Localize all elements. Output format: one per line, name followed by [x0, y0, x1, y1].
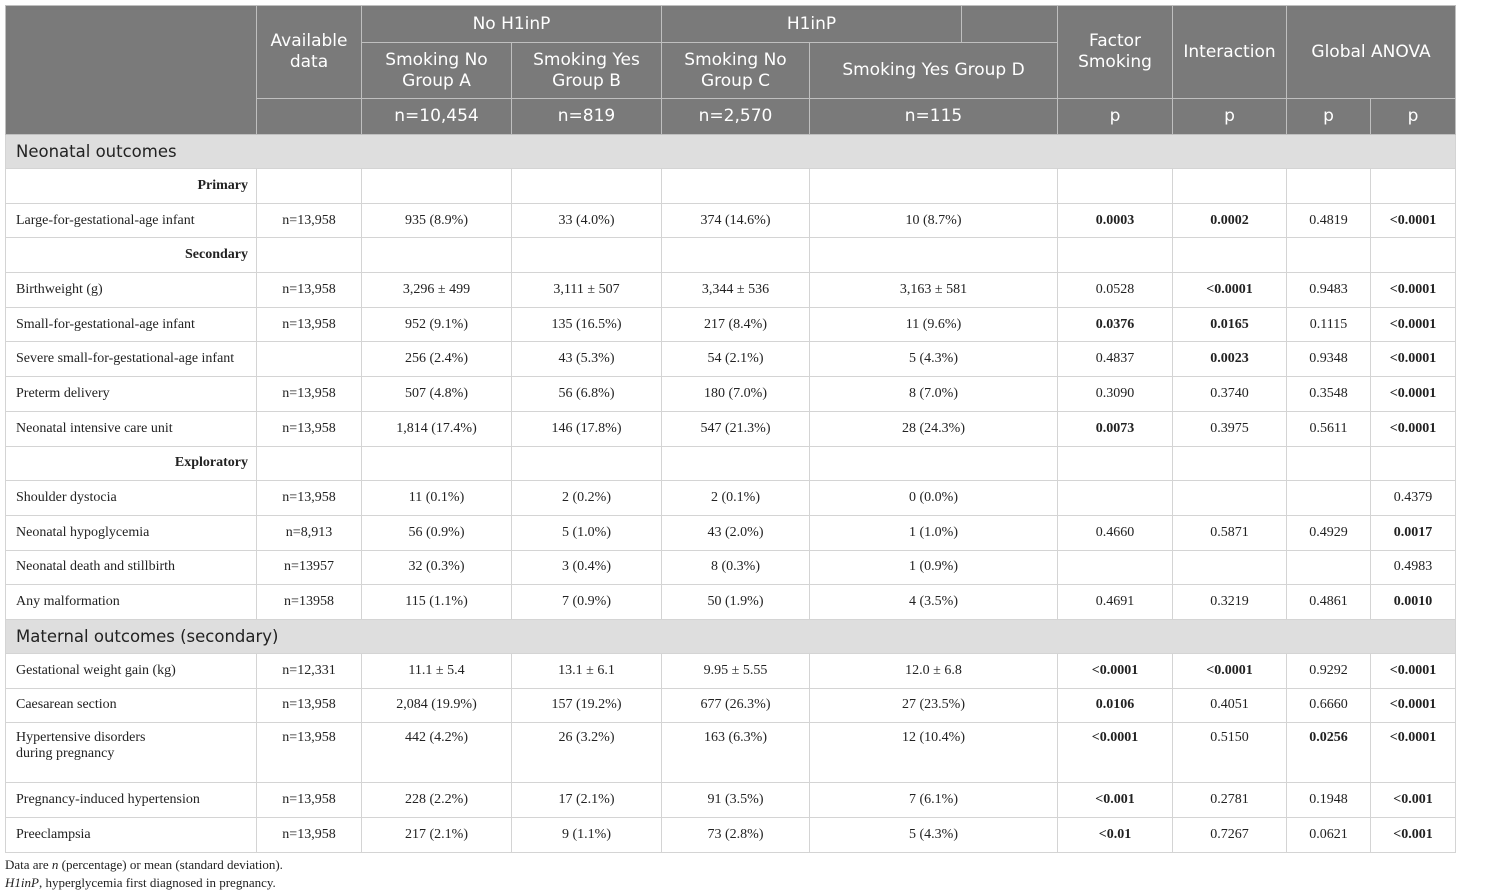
- table-row: [6, 203, 1456, 238]
- factor-h1inp-p-cell: <0.0001: [1058, 723, 1173, 783]
- subsection-row: [6, 238, 1456, 273]
- row-label: Pregnancy-induced hypertension: [6, 783, 257, 818]
- factor-h1inp-p-cell: 0.0376: [1058, 307, 1173, 342]
- footnote-text: , hyperglycemia first diagnosed in pregnancy.: [38, 875, 276, 890]
- global-anova-p-cell: <0.001: [1371, 783, 1456, 818]
- factor-smoking-p-cell: 0.3219: [1173, 585, 1287, 620]
- interaction-p-cell: 0.9348: [1287, 342, 1371, 377]
- header-p: p: [1287, 99, 1371, 135]
- interaction-p-cell: 0.5611: [1287, 411, 1371, 446]
- empty-cell: [810, 169, 1058, 204]
- group-c-cell: 54 (2.1%): [662, 342, 810, 377]
- footnote-n: n: [51, 857, 59, 872]
- global-anova-p-cell: <0.0001: [1371, 342, 1456, 377]
- interaction-p-cell: 0.4819: [1287, 203, 1371, 238]
- global-anova-p-cell: <0.001: [1371, 818, 1456, 853]
- interaction-p-cell: 0.4929: [1287, 515, 1371, 550]
- footnote-abbr: H1inP: [5, 875, 39, 890]
- interaction-p-cell: 0.4861: [1287, 585, 1371, 620]
- available-data-cell: n=13,958: [257, 203, 362, 238]
- group-d-cell: 12.0 ± 6.8: [810, 653, 1058, 688]
- group-a-cell: 507 (4.8%): [362, 377, 512, 412]
- row-label: Birthweight (g): [6, 273, 257, 308]
- group-d-cell: 5 (4.3%): [810, 818, 1058, 853]
- row-label: Gestational weight gain (kg): [6, 653, 257, 688]
- table-row: [6, 273, 1456, 308]
- interaction-p-cell: 0.0256: [1287, 723, 1371, 783]
- factor-h1inp-p-cell: 0.0073: [1058, 411, 1173, 446]
- empty-cell: [1173, 446, 1287, 481]
- group-c-cell: 73 (2.8%): [662, 818, 810, 853]
- available-data-cell: n=13958: [257, 585, 362, 620]
- factor-smoking-p-cell: [1173, 550, 1287, 585]
- header-available-data: Available data: [257, 6, 362, 99]
- group-c-cell: 547 (21.3%): [662, 411, 810, 446]
- global-anova-p-cell: 0.0010: [1371, 585, 1456, 620]
- factor-smoking-p-cell: 0.0165: [1173, 307, 1287, 342]
- group-c-cell: 9.95 ± 5.55: [662, 653, 810, 688]
- group-d-cell: 3,163 ± 581: [810, 273, 1058, 308]
- factor-h1inp-p-cell: 0.4660: [1058, 515, 1173, 550]
- available-data-cell: [257, 342, 362, 377]
- table-row: [6, 377, 1456, 412]
- factor-smoking-p-cell: 0.3975: [1173, 411, 1287, 446]
- group-b-cell: 43 (5.3%): [512, 342, 662, 377]
- available-data-cell: n=13,958: [257, 481, 362, 516]
- group-c-cell: 43 (2.0%): [662, 515, 810, 550]
- interaction-p-cell: 0.9483: [1287, 273, 1371, 308]
- table-row: [6, 688, 1456, 723]
- group-b-cell: 9 (1.1%): [512, 818, 662, 853]
- section-header-row: [6, 619, 1456, 653]
- subsection-row: [6, 446, 1456, 481]
- group-a-cell: 56 (0.9%): [362, 515, 512, 550]
- factor-smoking-p-cell: 0.7267: [1173, 818, 1287, 853]
- table-row: [6, 342, 1456, 377]
- empty-cell: [1287, 446, 1371, 481]
- header-blank-cell: [257, 99, 362, 135]
- empty-cell: [1287, 238, 1371, 273]
- table-row: [6, 481, 1456, 516]
- group-c-cell: 50 (1.9%): [662, 585, 810, 620]
- interaction-p-cell: 0.6660: [1287, 688, 1371, 723]
- available-data-cell: n=12,331: [257, 653, 362, 688]
- row-label: Large-for-gestational-age infant: [6, 203, 257, 238]
- group-d-cell: 1 (0.9%): [810, 550, 1058, 585]
- global-anova-p-cell: <0.0001: [1371, 203, 1456, 238]
- header-n-a: n=10,454: [362, 99, 512, 135]
- header-p: p: [1371, 99, 1456, 135]
- interaction-p-cell: 0.0621: [1287, 818, 1371, 853]
- available-data-cell: n=13,958: [257, 411, 362, 446]
- group-b-cell: 7 (0.9%): [512, 585, 662, 620]
- group-a-cell: 2,084 (19.9%): [362, 688, 512, 723]
- group-b-cell: 26 (3.2%): [512, 723, 662, 783]
- empty-cell: [512, 446, 662, 481]
- group-b-cell: 146 (17.8%): [512, 411, 662, 446]
- available-data-cell: n=13957: [257, 550, 362, 585]
- empty-cell: [810, 238, 1058, 273]
- available-data-cell: n=13,958: [257, 818, 362, 853]
- factor-h1inp-p-cell: <0.0001: [1058, 653, 1173, 688]
- empty-cell: [362, 446, 512, 481]
- empty-cell: [362, 169, 512, 204]
- group-a-cell: 11 (0.1%): [362, 481, 512, 516]
- group-b-cell: 3,111 ± 507: [512, 273, 662, 308]
- row-label: Small-for-gestational-age infant: [6, 307, 257, 342]
- available-data-cell: n=13,958: [257, 307, 362, 342]
- available-data-cell: n=13,958: [257, 688, 362, 723]
- global-anova-p-cell: <0.0001: [1371, 653, 1456, 688]
- empty-cell: [1058, 169, 1173, 204]
- results-table-container: [5, 5, 1512, 853]
- group-c-cell: 217 (8.4%): [662, 307, 810, 342]
- empty-cell: [1371, 238, 1456, 273]
- factor-smoking-p-cell: 0.0002: [1173, 203, 1287, 238]
- section-header-row: [6, 135, 1456, 169]
- empty-cell: [810, 446, 1058, 481]
- empty-cell: [1371, 169, 1456, 204]
- table-header: Available data No H1inP H1inP Factor Smoking Interaction Global ANOVA Smoking No Group A Smoking Yes Group B Smoking No Group C Smoking Yes Group D Factor H1inP n=10,454 n=819 n=2,570 n=115 p p p p: [6, 6, 1456, 135]
- table-row: [6, 723, 1456, 783]
- table-row: [6, 515, 1456, 550]
- group-c-cell: 8 (0.3%): [662, 550, 810, 585]
- footnote-data-description: [5, 857, 283, 873]
- factor-smoking-p-cell: 0.4051: [1173, 688, 1287, 723]
- factor-smoking-p-cell: 0.2781: [1173, 783, 1287, 818]
- group-d-cell: 7 (6.1%): [810, 783, 1058, 818]
- interaction-p-cell: [1287, 481, 1371, 516]
- group-a-cell: 935 (8.9%): [362, 203, 512, 238]
- group-d-cell: 12 (10.4%): [810, 723, 1058, 783]
- global-anova-p-cell: 0.0017: [1371, 515, 1456, 550]
- interaction-p-cell: 0.1948: [1287, 783, 1371, 818]
- group-d-cell: 27 (23.5%): [810, 688, 1058, 723]
- global-anova-p-cell: <0.0001: [1371, 723, 1456, 783]
- factor-h1inp-p-cell: 0.4837: [1058, 342, 1173, 377]
- empty-cell: [662, 238, 810, 273]
- header-group-d: Smoking Yes Group D: [810, 43, 1058, 99]
- factor-h1inp-p-cell: 0.4691: [1058, 585, 1173, 620]
- header-factor-smoking: Factor Smoking: [1058, 6, 1173, 99]
- available-data-cell: n=13,958: [257, 783, 362, 818]
- factor-h1inp-p-cell: <0.01: [1058, 818, 1173, 853]
- global-anova-p-cell: <0.0001: [1371, 688, 1456, 723]
- group-b-cell: 3 (0.4%): [512, 550, 662, 585]
- group-c-cell: 374 (14.6%): [662, 203, 810, 238]
- table-row: [6, 585, 1456, 620]
- group-a-cell: 11.1 ± 5.4: [362, 653, 512, 688]
- row-label: Preterm delivery: [6, 377, 257, 412]
- table-row: [6, 411, 1456, 446]
- group-b-cell: 135 (16.5%): [512, 307, 662, 342]
- factor-smoking-p-cell: [1173, 481, 1287, 516]
- table-row: [6, 818, 1456, 853]
- interaction-p-cell: 0.9292: [1287, 653, 1371, 688]
- row-label: Preeclampsia: [6, 818, 257, 853]
- row-label: Severe small-for-gestational-age infant: [6, 342, 257, 377]
- footnote-text: Data are: [5, 857, 52, 872]
- factor-smoking-p-cell: 0.5150: [1173, 723, 1287, 783]
- table-row: [6, 653, 1456, 688]
- factor-smoking-p-cell: 0.3740: [1173, 377, 1287, 412]
- header-n-b: n=819: [512, 99, 662, 135]
- row-label: Any malformation: [6, 585, 257, 620]
- available-data-cell: n=13,958: [257, 723, 362, 783]
- group-a-cell: 3,296 ± 499: [362, 273, 512, 308]
- empty-cell: [362, 238, 512, 273]
- factor-smoking-p-cell: <0.0001: [1173, 273, 1287, 308]
- global-anova-p-cell: <0.0001: [1371, 377, 1456, 412]
- group-d-cell: 4 (3.5%): [810, 585, 1058, 620]
- row-label: Neonatal intensive care unit: [6, 411, 257, 446]
- table-body: [6, 135, 1456, 853]
- group-b-cell: 33 (4.0%): [512, 203, 662, 238]
- row-label: Neonatal hypoglycemia: [6, 515, 257, 550]
- interaction-p-cell: 0.1115: [1287, 307, 1371, 342]
- global-anova-p-cell: <0.0001: [1371, 411, 1456, 446]
- header-n-c: n=2,570: [662, 99, 810, 135]
- header-blank-cell: [962, 6, 1058, 43]
- group-c-cell: 677 (26.3%): [662, 688, 810, 723]
- row-label-line: Hypertensive disorders: [16, 730, 146, 746]
- row-label-line: during pregnancy: [16, 746, 115, 762]
- row-label: Shoulder dystocia: [6, 481, 257, 516]
- header-group-c: Smoking No Group C: [662, 43, 810, 99]
- factor-h1inp-p-cell: <0.001: [1058, 783, 1173, 818]
- group-b-cell: 13.1 ± 6.1: [512, 653, 662, 688]
- factor-h1inp-p-cell: 0.0106: [1058, 688, 1173, 723]
- available-data-cell: n=13,958: [257, 273, 362, 308]
- empty-cell: [1058, 238, 1173, 273]
- group-b-cell: 157 (19.2%): [512, 688, 662, 723]
- header-group-a: Smoking No Group A: [362, 43, 512, 99]
- empty-cell: [1173, 169, 1287, 204]
- empty-cell: [1173, 238, 1287, 273]
- footnote-abbreviation: [5, 875, 276, 891]
- group-a-cell: 115 (1.1%): [362, 585, 512, 620]
- group-c-cell: 180 (7.0%): [662, 377, 810, 412]
- global-anova-p-cell: 0.4983: [1371, 550, 1456, 585]
- section-title: Neonatal outcomes: [6, 135, 1456, 169]
- interaction-p-cell: [1287, 550, 1371, 585]
- header-global-anova: Global ANOVA: [1287, 6, 1456, 99]
- header-group-h1inp: H1inP: [662, 6, 962, 43]
- group-c-cell: 91 (3.5%): [662, 783, 810, 818]
- group-c-cell: 2 (0.1%): [662, 481, 810, 516]
- group-d-cell: 1 (1.0%): [810, 515, 1058, 550]
- group-d-cell: 11 (9.6%): [810, 307, 1058, 342]
- row-label: [6, 723, 257, 783]
- empty-cell: [662, 169, 810, 204]
- results-table: [5, 5, 1512, 853]
- subsection-label: Exploratory: [6, 446, 257, 481]
- table-row: [6, 550, 1456, 585]
- available-data-cell: n=8,913: [257, 515, 362, 550]
- empty-cell: [1371, 446, 1456, 481]
- empty-cell: [512, 238, 662, 273]
- interaction-p-cell: 0.3548: [1287, 377, 1371, 412]
- group-d-cell: 8 (7.0%): [810, 377, 1058, 412]
- factor-smoking-p-cell: 0.5871: [1173, 515, 1287, 550]
- global-anova-p-cell: <0.0001: [1371, 273, 1456, 308]
- group-a-cell: 1,814 (17.4%): [362, 411, 512, 446]
- factor-h1inp-p-cell: 0.0528: [1058, 273, 1173, 308]
- factor-h1inp-p-cell: 0.0003: [1058, 203, 1173, 238]
- header-n-d: n=115: [810, 99, 1058, 135]
- group-b-cell: 5 (1.0%): [512, 515, 662, 550]
- group-b-cell: 56 (6.8%): [512, 377, 662, 412]
- group-c-cell: 163 (6.3%): [662, 723, 810, 783]
- factor-h1inp-p-cell: [1058, 481, 1173, 516]
- group-c-cell: 3,344 ± 536: [662, 273, 810, 308]
- subsection-row: [6, 169, 1456, 204]
- empty-cell: [1058, 446, 1173, 481]
- factor-h1inp-p-cell: [1058, 550, 1173, 585]
- factor-smoking-p-cell: 0.0023: [1173, 342, 1287, 377]
- group-b-cell: 17 (2.1%): [512, 783, 662, 818]
- group-a-cell: 952 (9.1%): [362, 307, 512, 342]
- group-d-cell: 5 (4.3%): [810, 342, 1058, 377]
- empty-cell: [1287, 169, 1371, 204]
- row-label: Caesarean section: [6, 688, 257, 723]
- table-row: [6, 783, 1456, 818]
- header-p: p: [1058, 99, 1173, 135]
- header-blank-cell: [6, 6, 257, 135]
- global-anova-p-cell: <0.0001: [1371, 307, 1456, 342]
- footnote-text: (percentage) or mean (standard deviation).: [58, 857, 283, 872]
- group-a-cell: 217 (2.1%): [362, 818, 512, 853]
- group-d-cell: 10 (8.7%): [810, 203, 1058, 238]
- header-group-b: Smoking Yes Group B: [512, 43, 662, 99]
- empty-cell: [257, 238, 362, 273]
- available-data-cell: n=13,958: [257, 377, 362, 412]
- subsection-label: Secondary: [6, 238, 257, 273]
- group-a-cell: 32 (0.3%): [362, 550, 512, 585]
- subsection-label: Primary: [6, 169, 257, 204]
- group-d-cell: 0 (0.0%): [810, 481, 1058, 516]
- empty-cell: [257, 169, 362, 204]
- global-anova-p-cell: 0.4379: [1371, 481, 1456, 516]
- header-interaction: Interaction: [1173, 6, 1287, 99]
- table-row: [6, 307, 1456, 342]
- header-group-no-h1inp: No H1inP: [362, 6, 662, 43]
- group-a-cell: 442 (4.2%): [362, 723, 512, 783]
- header-p: p: [1173, 99, 1287, 135]
- group-a-cell: 256 (2.4%): [362, 342, 512, 377]
- group-a-cell: 228 (2.2%): [362, 783, 512, 818]
- group-b-cell: 2 (0.2%): [512, 481, 662, 516]
- group-d-cell: 28 (24.3%): [810, 411, 1058, 446]
- factor-h1inp-p-cell: 0.3090: [1058, 377, 1173, 412]
- row-label: Neonatal death and stillbirth: [6, 550, 257, 585]
- section-title: Maternal outcomes (secondary): [6, 619, 1456, 653]
- empty-cell: [512, 169, 662, 204]
- empty-cell: [257, 446, 362, 481]
- factor-smoking-p-cell: <0.0001: [1173, 653, 1287, 688]
- empty-cell: [662, 446, 810, 481]
